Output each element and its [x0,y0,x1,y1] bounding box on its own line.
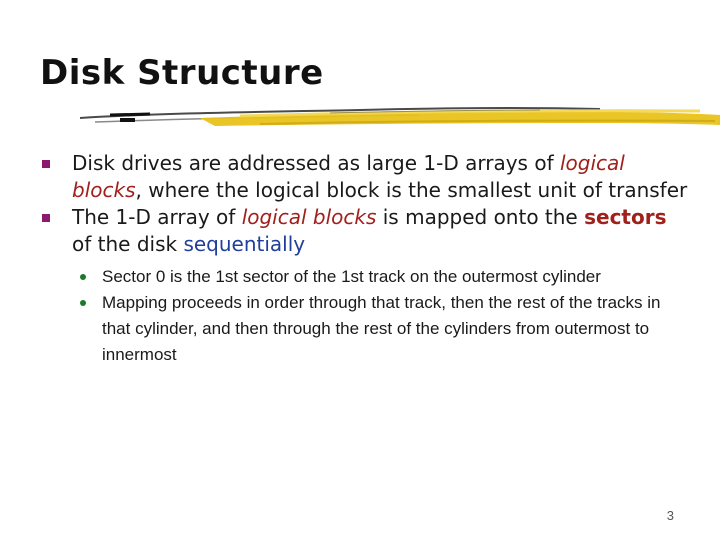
bullet-1-text-b: , where the logical block is the smallest unit of transfer [135,178,688,202]
bullet-2-emphasis-sequentially: sequentially [183,232,306,256]
sub-bullet-2 [72,290,662,368]
bullet-2-emphasis-logical-blocks: logical blocks [241,205,377,229]
sub-bullet-2-text: Mapping proceeds in order through that track, then the rest of the tracks in that cylinder, and then through the rest of the cylinders from outermost to innermost [102,293,661,364]
bullet-1-text-a: Disk drives are addressed as large 1-D arrays of [72,151,560,175]
bullet-square-icon [42,214,50,222]
sub-bullet-dot-icon [80,300,86,306]
bullet-list [40,150,690,368]
sub-bullet-1-text: Sector 0 is the 1st sector of the 1st track on the outermost cylinder [102,267,601,286]
page-number: 3 [666,508,674,523]
slide-title: Disk Structure [40,53,324,93]
bullet-1 [40,150,690,204]
title-underline-brush [0,98,720,138]
bullet-2-text-a: The 1-D array of [72,205,242,229]
bullet-2-text-b: is mapped onto the [376,205,585,229]
bullet-2-text-c: of the disk [72,232,184,256]
bullet-2 [40,204,690,368]
sub-bullet-1 [72,264,662,290]
sub-bullet-dot-icon [80,274,86,280]
sub-bullet-list [72,264,690,368]
bullet-square-icon [42,160,50,168]
bullet-1-emphasis-logical-blocks: logical blocks [72,151,625,202]
bullet-2-emphasis-sectors: sectors [584,205,667,229]
